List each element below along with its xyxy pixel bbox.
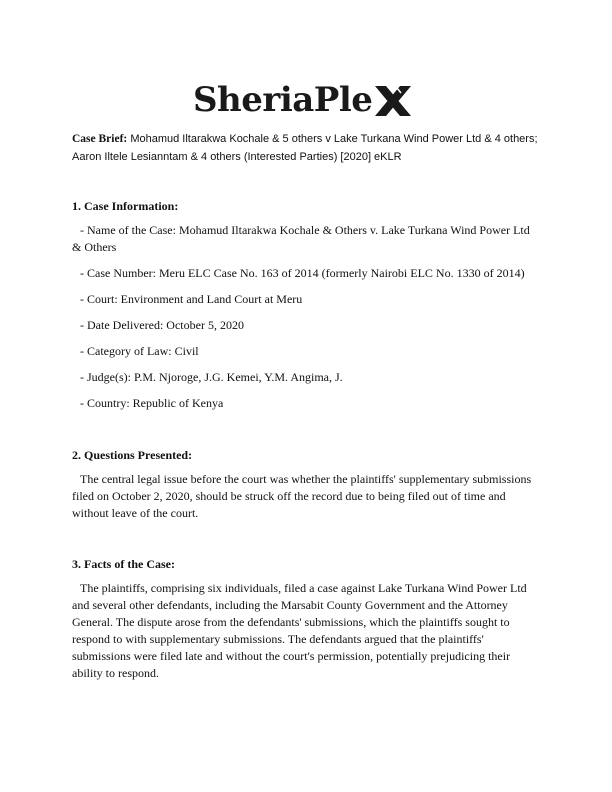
- case-brief-title: [72, 130, 542, 166]
- case-info-item-country: - Country: Republic of Kenya: [80, 396, 224, 410]
- case-info-item-number: - Case Number: Meru ELC Case No. 163 of 2014 (formerly Nairobi ELC No. 1330 of 2014): [80, 266, 525, 280]
- facts-text: The plaintiffs, comprising six individuals, filed a case against Lake Turkana Wind Power Ltd and several other defendants, including the Marsabit County Government and the Attorney General. The dispute arose from the defendants' submissions, which the plaintiffs sought to respond to with supplementary submissions. The defendants argued that the plaintiffs' submissions were filed late and without the court's permission, potentially prejudicing their ability to respond.: [72, 581, 527, 680]
- section-heading-case-information: 1. Case Information:: [72, 199, 179, 213]
- section-heading-facts: 3. Facts of the Case:: [72, 557, 175, 571]
- sheriaplex-logo: [193, 78, 423, 122]
- section-heading-questions-presented: 2. Questions Presented:: [72, 448, 193, 462]
- case-info-item-category: - Category of Law: Civil: [80, 344, 199, 358]
- case-info-item-date: - Date Delivered: October 5, 2020: [80, 318, 244, 332]
- case-brief-label: Case Brief:: [72, 133, 128, 145]
- case-info-item-name: - Name of the Case: Mohamud Iltarakwa Kochale & Others v. Lake Turkana Wind Power Ltd & Others: [72, 223, 530, 254]
- case-info-item-court: - Court: Environment and Land Court at Meru: [80, 292, 303, 306]
- logo-x-mark-icon: [373, 84, 413, 118]
- logo-text: SheriaPle: [193, 80, 373, 120]
- case-brief-text: Mohamud Iltarakwa Kochale & 5 others v Lake Turkana Wind Power Ltd & 4 others; Aaron Iltele Lesianntam & 4 others (Interested Parties) [2020] eKLR: [72, 133, 538, 163]
- case-info-item-judges: - Judge(s): P.M. Njoroge, J.G. Kemei, Y.M. Angima, J.: [80, 370, 343, 384]
- questions-presented-text: The central legal issue before the court was whether the plaintiffs' supplementary submissions filed on October 2, 2020, should be struck off the record due to being filed out of time and without leave of the court.: [72, 472, 532, 520]
